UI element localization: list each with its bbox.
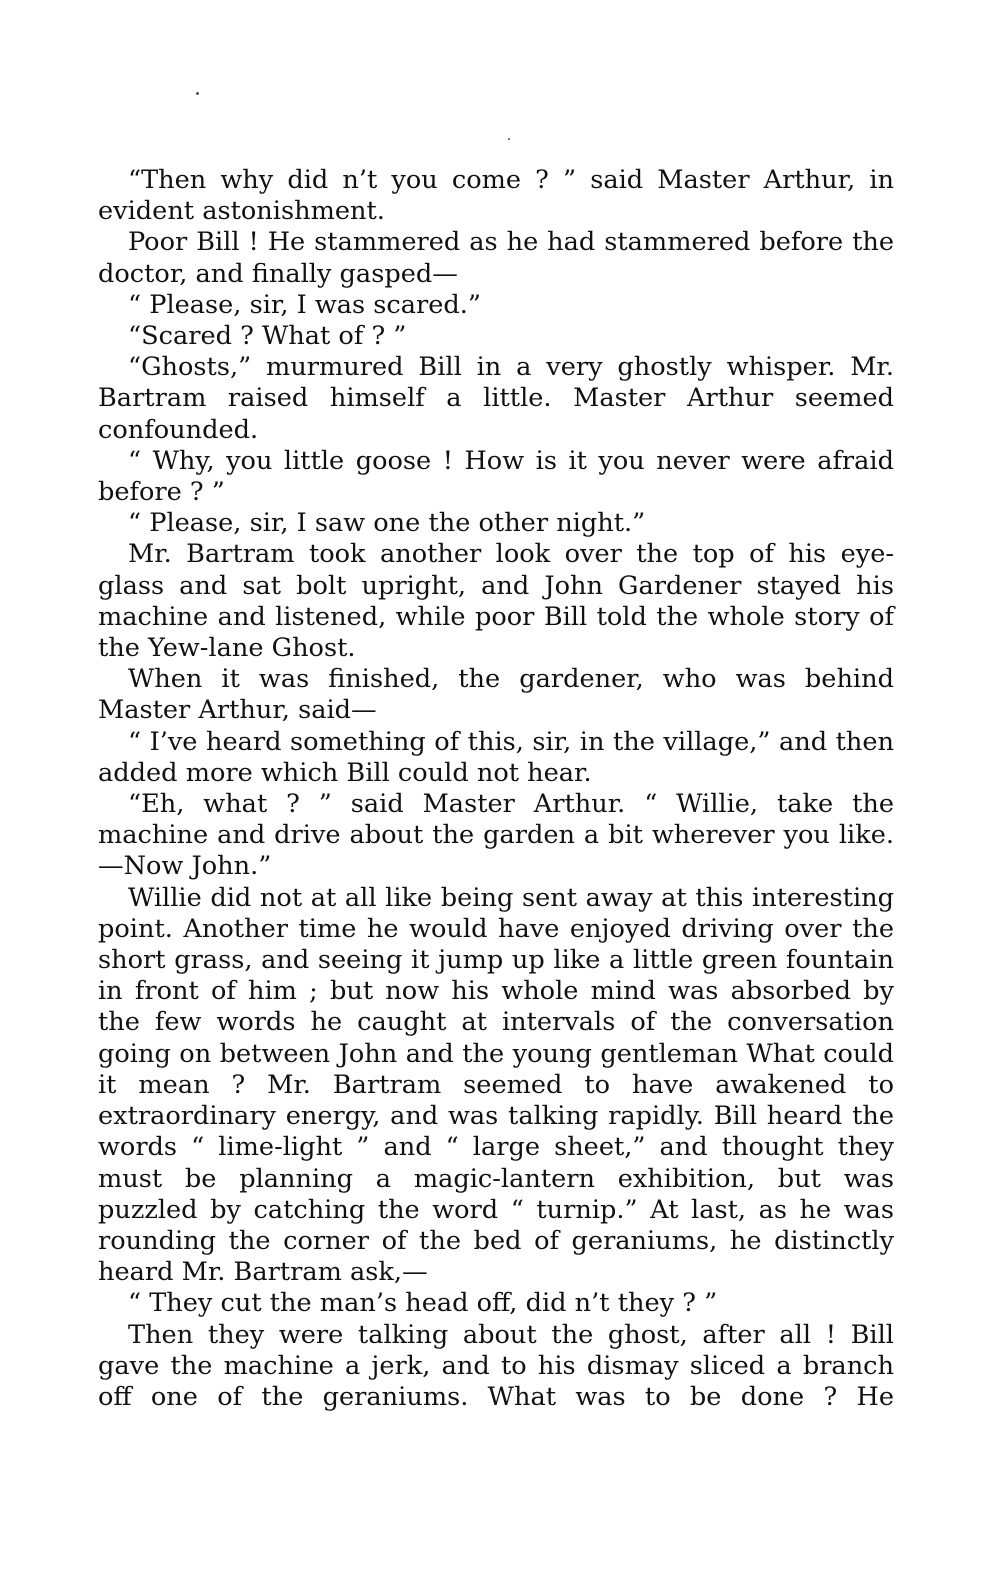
paragraph: “Then why did n’t you come ? ” said Master Arthur, in evident astonishment. [98,165,894,227]
paragraph: “ Please, sir, I was scared.” [128,289,481,320]
paragraph: “ They cut the man’s head off, did n’t they ? ” [128,1288,718,1319]
paragraph: “ Please, sir, I saw one the other night.” [128,508,646,539]
ink-speck [196,92,199,95]
paragraph: “ I’ve heard something of this, sir, in the village,” and then added more which Bill could not hear. [98,726,894,788]
paragraph: Willie did not at all like being sent away at this interesting point. Another time he would have enjoyed driving over the short grass, and seeing it jump up like a little green fountain in front of him ; but now his whole mind was absorbed by the few words he caught at intervals of the conversation going on between John and the young gentleman What could it mean ? Mr. Bartram seemed to have awakened to extraordinary energy, and was talking rapidly. Bill heard the words “ lime-light ” and “ large sheet,” and thought they must be planning a magic-lantern exhibition, but was puzzled by catching the word “ turnip.” At last, as he was rounding the corner of the bed of geraniums, he distinctly heard Mr. Bartram ask,— [98,882,894,1288]
paragraph: “ Why, you little goose ! How is it you never were afraid before ? ” [98,445,894,508]
ink-speck [508,138,510,140]
paragraph: “Scared ? What of ? ” [128,321,407,352]
paragraph: Mr. Bartram took another look over the top of his eye-glass and sat bolt upright, and John Gardener stayed his machine and listened, while poor Bill told the whole story of the Yew-lane Ghost. [98,539,894,664]
paragraph: Poor Bill ! He stammered as he had stammered before the doctor, and finally gasped— [98,227,894,289]
body-text [98,165,894,1413]
paragraph: “Ghosts,” murmured Bill in a very ghostly whisper. Mr. Bartram raised himself a little. Master Arthur seemed confounded. [98,352,894,445]
paragraph: “Eh, what ? ” said Master Arthur. “ Willie, take the machine and drive about the garden a bit wherever you like.—Now John.” [98,789,894,882]
paragraph: When it was finished, the gardener, who was behind Master Arthur, said— [98,664,894,726]
paragraph: Then they were talking about the ghost, after all ! Bill gave the machine a jerk, and to his dismay sliced a branch off one of the geraniums. What was to be done ? He [98,1319,894,1412]
